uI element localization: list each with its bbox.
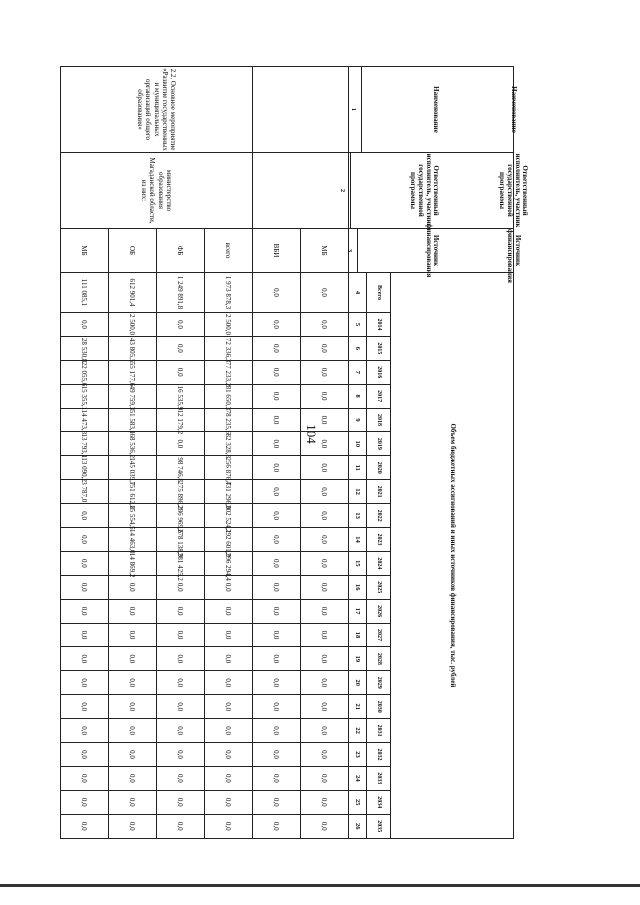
executor-name: министерство образования Магаданской области, из них: — [61, 153, 253, 229]
value-cell: 0,0 — [157, 743, 205, 767]
value-cell: 151 612,8 — [109, 480, 157, 504]
measure-name: 2.2. Основное мероприятие «Развитие государственных и муниципальных организаций общего образования» — [61, 67, 253, 153]
value-cell: 0,0 — [109, 695, 157, 719]
value-cell: 43 805,5 — [109, 336, 157, 360]
value-cell: 51 583,1 — [109, 408, 157, 432]
total-cell: 0,0 — [301, 273, 349, 313]
column-number: 23 — [349, 743, 367, 767]
header-year: 2033 — [367, 766, 391, 790]
value-cell: 14 463,0 — [109, 528, 157, 552]
value-cell: 0,0 — [301, 480, 349, 504]
column-number: 16 — [349, 575, 367, 599]
value-cell: 0,0 — [205, 790, 253, 814]
value-cell: 14 473,3 — [61, 408, 109, 432]
header-year: 2018 — [367, 408, 391, 432]
value-cell: 0,0 — [301, 336, 349, 360]
value-cell: 0,0 — [157, 313, 205, 337]
value-cell: 0,0 — [61, 599, 109, 623]
column-number: 7 — [349, 360, 367, 384]
value-cell: 0,0 — [109, 790, 157, 814]
value-cell: 0,0 — [301, 623, 349, 647]
value-cell: 0,0 — [253, 313, 301, 337]
value-cell: 0,0 — [301, 313, 349, 337]
value-cell: 0,0 — [253, 336, 301, 360]
total-cell: 612 901,4 — [109, 273, 157, 313]
header-year: 2035 — [367, 814, 391, 838]
value-cell: 2 500,0 — [205, 313, 253, 337]
value-cell: 0,0 — [301, 384, 349, 408]
value-cell: 0,0 — [109, 671, 157, 695]
header-year: 2031 — [367, 719, 391, 743]
value-cell: 145 039,7 — [109, 456, 157, 480]
value-cell: 0,0 — [109, 766, 157, 790]
value-cell: 0,0 — [61, 575, 109, 599]
funding-table — [60, 66, 530, 839]
value-cell: 0,0 — [301, 360, 349, 384]
value-cell: 82 328,8 — [205, 432, 253, 456]
column-number: 26 — [349, 814, 367, 838]
header-label: Источник финансирования — [424, 223, 441, 278]
header-year: 2028 — [367, 647, 391, 671]
header-text-wrap — [341, 223, 505, 278]
column-number: 11 — [349, 456, 367, 480]
header-year: 2016 — [367, 360, 391, 384]
value-cell: 0,0 — [301, 504, 349, 528]
total-cell: 1 973 878,3 — [205, 273, 253, 313]
value-cell: 0,0 — [157, 719, 205, 743]
value-cell: 0,0 — [157, 336, 205, 360]
header-year: 2015 — [367, 336, 391, 360]
value-cell: 2 500,0 — [109, 313, 157, 337]
value-cell: 0,0 — [301, 647, 349, 671]
header-year: 2027 — [367, 623, 391, 647]
header-year: 2032 — [367, 743, 391, 767]
source-cell: ОБ — [109, 229, 157, 273]
value-cell: 0,0 — [253, 408, 301, 432]
header-label: Наименование — [432, 86, 441, 133]
value-cell: 0,0 — [61, 647, 109, 671]
column-number: 6 — [349, 336, 367, 360]
value-cell: 0,0 — [253, 790, 301, 814]
source-cell: ФБ — [157, 229, 205, 273]
bottom-rule — [0, 884, 640, 887]
value-cell: 0,0 — [109, 743, 157, 767]
header-year: 2024 — [367, 551, 391, 575]
column-number: 13 — [349, 504, 367, 528]
header-text-wrap — [334, 153, 498, 228]
value-cell: 0,0 — [61, 504, 109, 528]
value-cell: 0,0 — [253, 766, 301, 790]
table-row — [205, 67, 253, 839]
column-number: 2 — [334, 153, 351, 228]
source-cell: всего — [205, 229, 253, 273]
measure-name-empty — [253, 67, 349, 153]
value-cell: 0,0 — [253, 743, 301, 767]
column-number: 14 — [349, 528, 367, 552]
value-cell: 0,0 — [205, 575, 253, 599]
value-cell: 0,0 — [157, 790, 205, 814]
value-cell: 0,0 — [253, 647, 301, 671]
header-year: 2020 — [367, 456, 391, 480]
value-cell: 0,0 — [301, 599, 349, 623]
value-cell: 0,0 — [157, 599, 205, 623]
page-number: 104 — [304, 424, 319, 444]
value-cell: 13 090,2 — [61, 456, 109, 480]
table-row — [391, 67, 514, 839]
value-cell: 0,0 — [61, 671, 109, 695]
total-cell: 0,0 — [253, 273, 301, 313]
value-cell: 0,0 — [157, 766, 205, 790]
value-cell: 0,0 — [301, 408, 349, 432]
column-number: 4 — [349, 273, 367, 313]
column-number: 3 — [341, 229, 358, 272]
value-cell: 0,0 — [61, 623, 109, 647]
header-total: Всего — [367, 273, 391, 313]
value-cell: 98 746,8 — [157, 456, 205, 480]
value-cell: 68 536,2 — [109, 432, 157, 456]
column-number: 9 — [349, 408, 367, 432]
value-cell: 296 294,4 — [205, 551, 253, 575]
value-cell: 12 179,2 — [157, 408, 205, 432]
value-cell: 0,0 — [205, 719, 253, 743]
header-year: 2014 — [367, 313, 391, 337]
column-number: 22 — [349, 719, 367, 743]
source-cell: МБ — [301, 229, 349, 273]
value-cell: 0,0 — [301, 719, 349, 743]
header-name: Наименование Наименование 1 — [349, 67, 514, 153]
column-number: 1 — [345, 67, 362, 152]
header-year: 2019 — [367, 432, 391, 456]
header-year: 2022 — [367, 504, 391, 528]
value-cell: 0,0 — [61, 528, 109, 552]
column-number: 24 — [349, 766, 367, 790]
source-cell: МБ — [61, 229, 109, 273]
value-cell: 0,0 — [109, 575, 157, 599]
value-cell: 431 296,0 — [205, 480, 253, 504]
value-cell: 22 055,6 — [61, 360, 109, 384]
header-text-wrap — [345, 67, 509, 152]
value-cell: 0,0 — [157, 647, 205, 671]
value-cell: 292 601,9 — [205, 528, 253, 552]
value-cell: 0,0 — [157, 695, 205, 719]
value-cell: 0,0 — [205, 647, 253, 671]
value-cell: 0,0 — [301, 743, 349, 767]
column-number: 25 — [349, 790, 367, 814]
value-cell: 0,0 — [301, 766, 349, 790]
value-cell: 16 535,9 — [157, 384, 205, 408]
value-cell: 0,0 — [301, 790, 349, 814]
value-cell: 281 425,2 — [157, 551, 205, 575]
value-cell: 0,0 — [205, 671, 253, 695]
value-cell: 0,0 — [253, 480, 301, 504]
value-cell: 0,0 — [253, 360, 301, 384]
value-cell: 0,0 — [109, 647, 157, 671]
value-cell: 0,0 — [61, 313, 109, 337]
column-number: 20 — [349, 671, 367, 695]
value-cell: 0,0 — [301, 695, 349, 719]
value-cell: 0,0 — [61, 743, 109, 767]
value-cell: 0,0 — [157, 432, 205, 456]
header-year: 2026 — [367, 599, 391, 623]
value-cell: 286 969,6 — [157, 504, 205, 528]
value-cell: 0,0 — [253, 719, 301, 743]
value-cell: 275 896,2 — [157, 480, 205, 504]
value-cell: 0,0 — [301, 432, 349, 456]
value-cell: 78 235,6 — [205, 408, 253, 432]
value-cell: 0,0 — [253, 671, 301, 695]
value-cell: 0,0 — [253, 575, 301, 599]
value-cell: 0,0 — [301, 575, 349, 599]
value-cell: 0,0 — [205, 599, 253, 623]
value-cell: 0,0 — [253, 695, 301, 719]
column-number: 10 — [349, 432, 367, 456]
column-number: 8 — [349, 384, 367, 408]
value-cell: 0,0 — [301, 551, 349, 575]
column-number: 18 — [349, 623, 367, 647]
value-cell: 0,0 — [109, 599, 157, 623]
column-number: 19 — [349, 647, 367, 671]
value-cell: 0,0 — [61, 766, 109, 790]
value-cell: 0,0 — [253, 528, 301, 552]
header-year: 2030 — [367, 695, 391, 719]
value-cell: 0,0 — [61, 719, 109, 743]
source-cell: ВБИ — [253, 229, 301, 273]
value-cell: 0,0 — [157, 671, 205, 695]
header-year: 2023 — [367, 528, 391, 552]
value-cell: 0,0 — [253, 432, 301, 456]
column-number: 5 — [349, 313, 367, 337]
value-cell: 0,0 — [253, 623, 301, 647]
column-number: 12 — [349, 480, 367, 504]
value-cell: 0,0 — [61, 695, 109, 719]
rotated-table-container — [60, 66, 530, 833]
column-number: 21 — [349, 695, 367, 719]
value-cell: 15 355,1 — [61, 384, 109, 408]
value-cell: 0,0 — [301, 814, 349, 838]
value-cell: 28 530,8 — [61, 336, 109, 360]
value-cell: 72 336,3 — [205, 336, 253, 360]
value-cell: 81 650,3 — [205, 384, 253, 408]
header-year: 2021 — [367, 480, 391, 504]
header-label: Ответственный исполнитель, участник государственной программы — [409, 153, 441, 228]
header-year: 2034 — [367, 790, 391, 814]
header-source: Источник финансирования Источник финансирования 3 — [349, 229, 514, 273]
column-number: 17 — [349, 599, 367, 623]
value-cell: 0,0 — [61, 551, 109, 575]
value-cell: 0,0 — [301, 671, 349, 695]
value-cell: 0,0 — [157, 814, 205, 838]
header-executor: Ответственный исполнитель, участник государственной программы Ответственный исполнитель, участник государственной программы 2 — [349, 153, 514, 229]
total-cell: 1 249 891,8 — [157, 273, 205, 313]
value-cell: 302 524,1 — [205, 504, 253, 528]
value-cell: 13 793,1 — [61, 432, 109, 456]
value-cell: 0,0 — [109, 623, 157, 647]
value-cell: 0,0 — [157, 575, 205, 599]
value-cell: 0,0 — [253, 599, 301, 623]
value-cell: 0,0 — [253, 551, 301, 575]
table-frame — [60, 66, 530, 833]
value-cell: 15 554,5 — [109, 504, 157, 528]
value-cell: 0,0 — [109, 719, 157, 743]
value-cell: 0,0 — [253, 814, 301, 838]
value-cell: 0,0 — [301, 456, 349, 480]
value-cell: 0,0 — [301, 528, 349, 552]
value-cell: 0,0 — [205, 623, 253, 647]
value-cell: 77 233,2 — [205, 360, 253, 384]
value-cell: 0,0 — [205, 695, 253, 719]
value-cell: 14 869,2 — [109, 551, 157, 575]
value-cell: 0,0 — [253, 504, 301, 528]
header-year: 2017 — [367, 384, 391, 408]
value-cell: 0,0 — [61, 790, 109, 814]
value-cell: 0,0 — [253, 384, 301, 408]
value-cell: 0,0 — [61, 814, 109, 838]
header-volume: Объем бюджетных ассигнований и иных источников финансирования, тыс. рублей — [391, 273, 514, 839]
value-cell: 0,0 — [253, 456, 301, 480]
value-cell: 278 138,9 — [157, 528, 205, 552]
value-cell: 0,0 — [205, 814, 253, 838]
value-cell: 0,0 — [205, 766, 253, 790]
header-year: 2025 — [367, 575, 391, 599]
value-cell: 55 177,6 — [109, 360, 157, 384]
total-cell: 111 085,1 — [61, 273, 109, 313]
value-cell: 0,0 — [157, 623, 205, 647]
header-year: 2029 — [367, 671, 391, 695]
column-number: 15 — [349, 551, 367, 575]
value-cell: 0,0 — [157, 360, 205, 384]
value-cell: 49 759,3 — [109, 384, 157, 408]
value-cell: 3 787,0 — [61, 480, 109, 504]
value-cell: 0,0 — [205, 743, 253, 767]
value-cell: 0,0 — [109, 814, 157, 838]
value-cell: 256 876,7 — [205, 456, 253, 480]
